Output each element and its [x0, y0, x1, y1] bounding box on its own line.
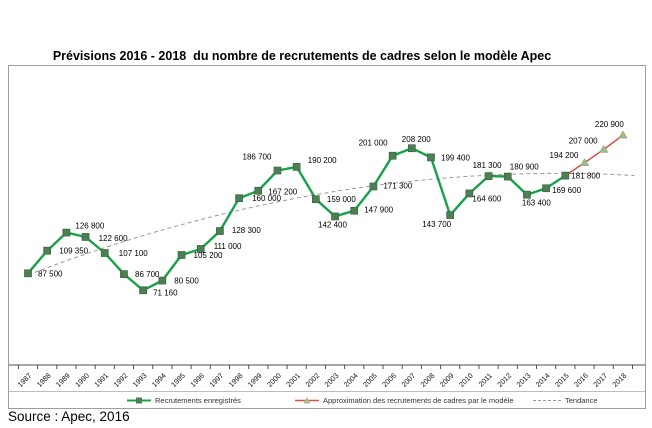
x-axis-year-label: 1990	[73, 371, 91, 389]
data-label: 169 600	[552, 186, 582, 196]
x-axis-year-label: 1998	[226, 371, 245, 389]
x-axis-year-label: 2001	[284, 371, 303, 389]
data-label: 87 500	[38, 269, 63, 279]
data-label: 128 300	[231, 226, 261, 235]
x-axis-year-label: 2014	[533, 371, 552, 389]
x-axis-year-label: 2011	[476, 371, 494, 389]
data-point-square	[236, 195, 243, 202]
red-line-triangle-icon	[295, 396, 319, 405]
data-point-square	[370, 183, 377, 190]
x-axis-year-label: 1996	[188, 371, 207, 389]
data-point-square	[274, 167, 281, 174]
x-axis-year-label: 2003	[322, 371, 341, 389]
data-label: 164 600	[472, 194, 502, 204]
data-label: 208 200	[401, 135, 431, 145]
data-label: 86 700	[135, 270, 160, 280]
data-label: 105 200	[193, 251, 223, 260]
data-label: 167 200	[268, 187, 298, 197]
x-axis-year-label: 2010	[456, 371, 475, 389]
data-point-square	[408, 145, 415, 152]
x-axis-year-label: 2017	[591, 371, 610, 389]
data-label: 111 000	[213, 242, 242, 251]
x-axis-year-label: 2012	[495, 371, 514, 389]
x-axis-year-label: 2018	[610, 371, 629, 389]
data-label: 163 400	[521, 198, 551, 208]
data-label: 142 400	[318, 220, 347, 230]
x-axis-year-label: 1995	[169, 371, 187, 389]
x-axis-year-label: 1999	[245, 371, 264, 389]
data-point-square	[44, 247, 51, 254]
x-axis-year-label: 1993	[130, 371, 149, 389]
source-caption: Source : Apec, 2016	[8, 409, 130, 424]
data-point-square	[25, 270, 32, 277]
x-axis-year-label: 2007	[399, 371, 418, 389]
x-axis-year-label: 1987	[15, 371, 34, 389]
data-label: 190 200	[307, 155, 337, 165]
data-label: 201 000	[358, 138, 388, 148]
data-label: 159 000	[326, 195, 356, 205]
data-point-square	[312, 196, 319, 203]
data-point-square	[389, 152, 396, 159]
forecast-point-triangle	[619, 131, 627, 138]
data-point-square	[255, 187, 262, 194]
legend-item-approximation	[295, 392, 514, 408]
data-point-square	[101, 250, 108, 257]
data-point-square	[447, 212, 454, 219]
data-label: 143 700	[422, 220, 452, 230]
data-point-square	[485, 173, 492, 180]
data-label: 107 100	[118, 249, 148, 258]
x-axis-year-label: 2000	[265, 371, 283, 389]
x-axis-year-label: 2015	[552, 371, 571, 389]
data-point-square	[140, 287, 147, 294]
data-point-square	[523, 191, 530, 198]
data-label: 186 700	[242, 152, 272, 162]
x-axis-year-label: 2008	[418, 371, 437, 389]
data-label: 109 350	[59, 246, 89, 256]
x-axis-year-label: 2005	[360, 371, 379, 389]
data-label: 194 200	[549, 150, 579, 160]
data-point-square	[159, 277, 166, 284]
chart-legend	[9, 391, 645, 408]
data-point-square	[63, 229, 70, 236]
data-point-square	[82, 233, 89, 240]
data-point-square	[543, 185, 550, 192]
data-label: 147 900	[364, 205, 394, 215]
data-label: 71 160	[153, 288, 178, 298]
line-chart-svg	[9, 66, 645, 408]
data-label: 122 600	[98, 234, 128, 243]
data-point-square	[351, 207, 358, 214]
x-axis-year-label: 1994	[149, 371, 168, 389]
data-point-square	[332, 213, 339, 220]
data-label: 160 000	[252, 194, 282, 204]
x-axis-year-label: 1988	[34, 371, 53, 389]
data-label: 181 800	[571, 171, 601, 181]
data-point-square	[178, 251, 185, 258]
data-label: 181 300	[472, 161, 502, 171]
legend-item-recrutements	[127, 392, 241, 408]
x-axis-year-label: 1992	[111, 371, 130, 389]
legend-item-tendance	[533, 392, 598, 408]
x-axis-year-label: 2016	[572, 371, 590, 389]
x-axis-year-label: 2006	[380, 371, 399, 389]
data-label: 180 900	[509, 162, 539, 172]
data-label: 80 500	[174, 276, 199, 286]
x-axis-year-label: 2004	[341, 371, 360, 389]
x-axis-year-label: 2009	[437, 371, 456, 389]
chart-title-line1: Prévisions 2016 - 2018 du nombre de recrutements de cadres selon le modèle Apec	[52, 48, 552, 63]
data-label: 199 400	[441, 153, 470, 163]
x-axis-year-label: 1997	[207, 371, 226, 389]
x-axis-year-label: 1989	[53, 371, 72, 389]
data-point-square	[293, 163, 300, 170]
x-axis-year-label: 2013	[514, 371, 533, 389]
data-point-square	[120, 271, 127, 278]
data-label: 220 900	[594, 120, 624, 130]
data-label: 126 800	[75, 221, 105, 231]
data-point-square	[216, 228, 223, 235]
dashed-line-icon	[533, 396, 561, 405]
legend-label-recrutements: Recrutements enregistrés	[155, 395, 241, 405]
x-axis-year-label: 1991	[92, 371, 111, 389]
legend-label-tendance: Tendance	[565, 395, 598, 405]
x-axis-year-label: 2002	[303, 371, 322, 389]
data-label: 207 000	[568, 136, 598, 146]
chart-area	[8, 65, 646, 409]
data-point-square	[562, 172, 569, 179]
data-point-square	[427, 154, 434, 161]
data-point-square	[504, 173, 511, 180]
legend-label-approximation: Approximation des recrutements de cadres par le modèle	[323, 395, 514, 405]
data-label: 171 300	[383, 181, 413, 191]
green-line-square-icon	[127, 396, 151, 405]
